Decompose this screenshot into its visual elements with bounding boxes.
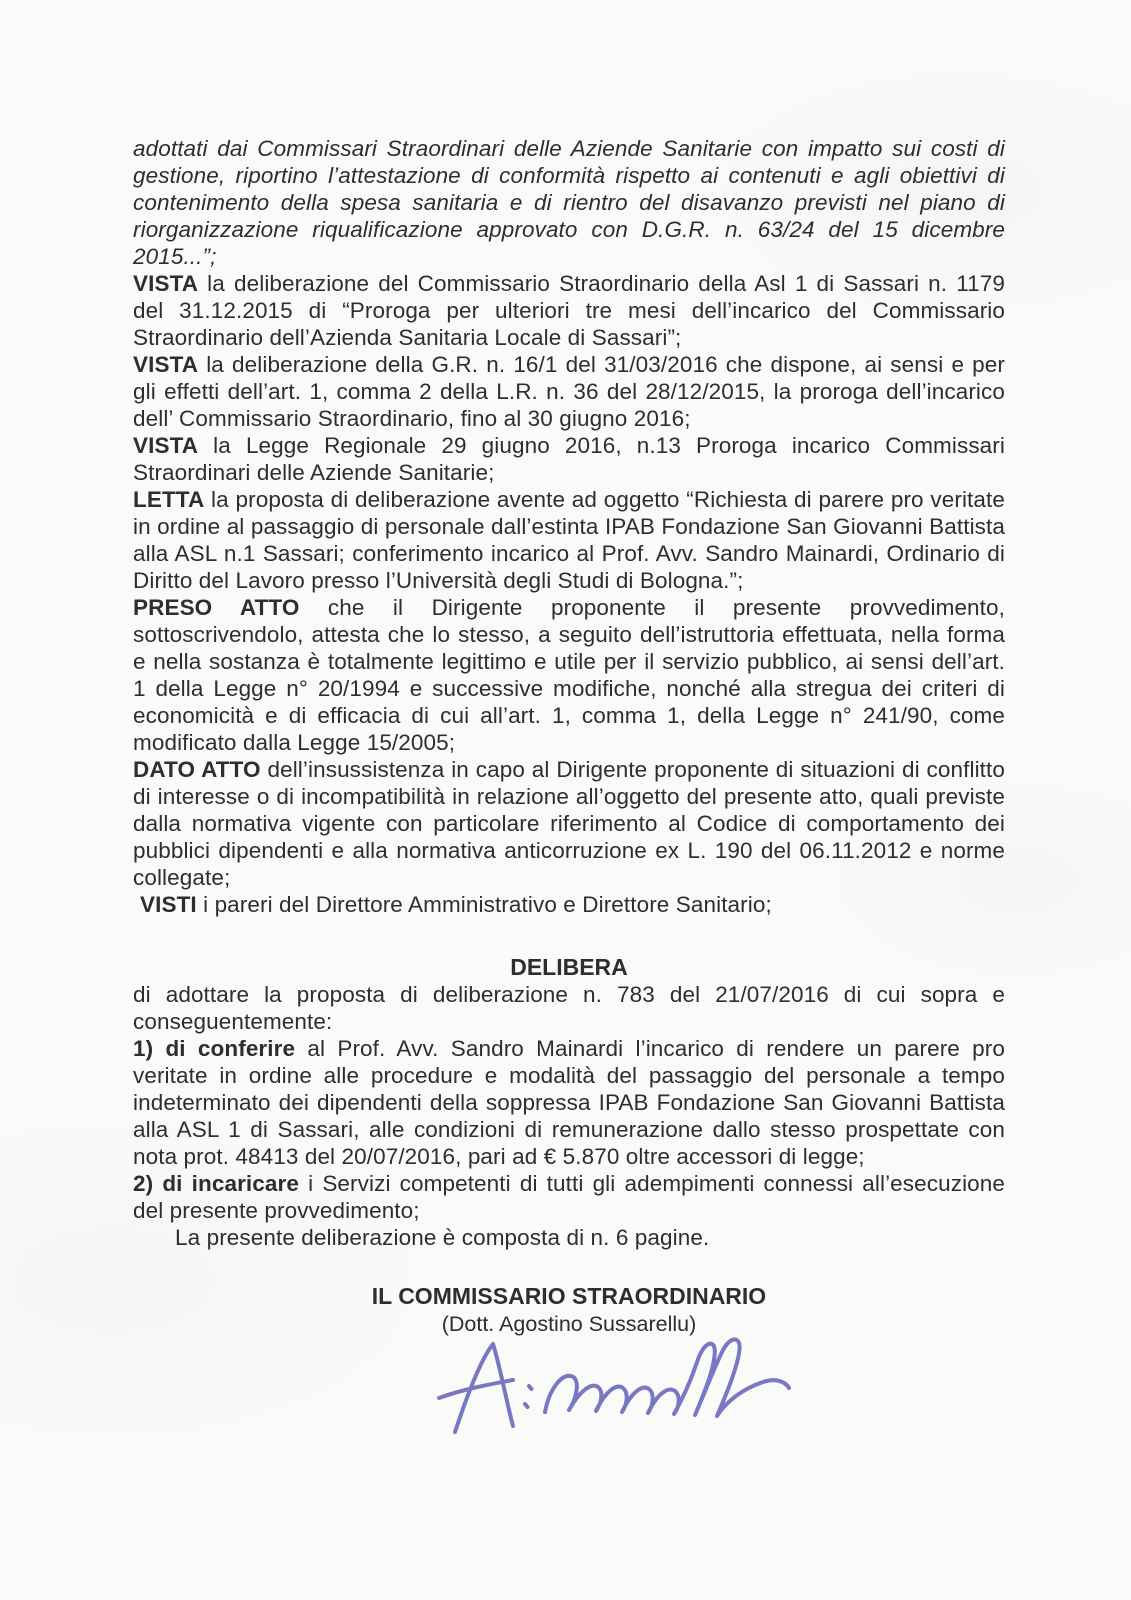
- paragraph-body: i Servizi competenti di tutti gli adempimenti connessi all’esecuzione del presente provvedimento;: [133, 1171, 1006, 1223]
- paragraph-premise: [133, 135, 1005, 270]
- paragraph-body: la deliberazione del Commissario Straordinario della Asl 1 di Sassari n. 1179 del 31.12.2015 di “Proroga per ulteriori tre mesi dell’incarico del Commissario Straordinario dell’Azienda Sanitaria Locale di Sassari”;: [133, 271, 1005, 350]
- paragraph-body: la deliberazione della G.R. n. 16/1 del 31/03/2016 che dispone, ai sensi e per gli effetti dell’art. 1, comma 2 della L.R. n. 36 del 28/12/2015, la proroga dell’incarico dell’ Commissario Straordinario, fino al 30 giugno 2016;: [133, 352, 1005, 431]
- paragraph-lead: VISTA: [133, 271, 199, 296]
- paragraph-body: che il Dirigente proponente il presente provvedimento, sottoscrivendolo, attesta che lo stesso, a seguito dell’istruttoria effettuata, nella forma e nella sostanza è totalmente legittimo e utile per il servizio pubblico, ai sensi dell’art. 1 della Legge n° 20/1994 e successive modifiche, nonché alla stregua dei criteri di economicità e di efficacia di cui all’art. 1, comma 1, della Legge n° 241/90, come modificato dalla Legge 15/2005;: [133, 595, 1005, 755]
- signature-block: [133, 1281, 1005, 1451]
- paragraph-body: di adottare la proposta di deliberazione n. 783 del 21/07/2016 di cui sopra e conseguentemente:: [133, 982, 1005, 1034]
- paragraph-visti: [133, 891, 1005, 918]
- delibera-heading: DELIBERA: [510, 954, 628, 980]
- signatory-role: IL COMMISSARIO STRAORDINARIO: [371, 1283, 767, 1309]
- paragraph-body: al Prof. Avv. Sandro Mainardi l’incarico di rendere un parere pro veritate in ordine alle procedure e modalità del passaggio del personale a tempo indeterminato dei dipendenti della soppressa IPAB Fondazione San Giovanni Battista alla ASL 1 di Sassari, alle condizioni di remunerazione dallo stesso prospettate con nota prot. 48413 del 20/07/2016, pari ad € 5.870 oltre accessori di legge;: [133, 1036, 1005, 1169]
- signatory-name: (Dott. Agostino Sussarellu): [441, 1312, 697, 1336]
- paragraph-lead: DATO ATTO: [133, 757, 261, 782]
- paragraph-incaricare: [133, 1170, 1005, 1224]
- paragraph-body: dell’insussistenza in capo al Dirigente proponente di situazioni di conflitto di interesse o di incompatibilità in relazione all’oggetto del presente atto, quali previste dalla normativa vigente con particolare riferimento al Codice di comportamento dei pubblici dipendenti e alla normativa anticorruzione ex L. 190 del 06.11.2012 e norme collegate;: [133, 757, 1005, 890]
- paragraph-lead: PRESO ATTO: [133, 595, 300, 620]
- paragraph-adottare: [133, 981, 1005, 1035]
- paragraph-lead: VISTA: [133, 433, 199, 458]
- paragraph-pagine: [133, 1224, 1005, 1251]
- paragraph-lead: LETTA: [133, 487, 205, 512]
- paragraph-preso-atto: [133, 594, 1005, 756]
- paragraph-lead: VISTI: [140, 892, 197, 917]
- paragraph-vista-gr: [133, 351, 1005, 432]
- paragraph-vista-lr: [133, 432, 1005, 486]
- paragraph-body: La presente deliberazione è composta di n. 6 pagine.: [175, 1225, 710, 1250]
- paragraph-dato-atto: [133, 756, 1005, 891]
- paragraph-vista-1179: [133, 270, 1005, 351]
- paragraph-lead: 1) di conferire: [133, 1036, 296, 1061]
- premise-text: adottati dai Commissari Straordinari delle Aziende Sanitarie con impatto sui costi di gestione, riportino l’attestazione di conformità rispetto ai contenuti e agli obiettivi di contenimento della spesa sanitaria e di rientro del disavanzo previsti nel piano di riorganizzazione riqualificazione approvato con D.G.R. n. 63/24 del 15 dicembre 2015...”;: [133, 136, 1005, 269]
- paragraph-lead: VISTA: [133, 352, 199, 377]
- paragraph-letta: [133, 486, 1005, 594]
- document-body: [133, 135, 1005, 1451]
- handwritten-signature: [433, 1328, 793, 1446]
- paragraph-body: la proposta di deliberazione avente ad oggetto “Richiesta di parere pro veritate in ordine al passaggio di personale dall’estinta IPAB Fondazione San Giovanni Battista alla ASL n.1 Sassari; conferimento incarico al Prof. Avv. Sandro Mainardi, Ordinario di Diritto del Lavoro presso l’Università degli Studi di Bologna.”;: [133, 487, 1005, 593]
- paragraph-body: i pareri del Direttore Amministrativo e Direttore Sanitario;: [196, 892, 772, 917]
- paragraph-conferire: [133, 1035, 1005, 1170]
- paragraph-lead: 2) di incaricare: [133, 1171, 299, 1196]
- paragraph-body: la Legge Regionale 29 giugno 2016, n.13 Proroga incarico Commissari Straordinari delle Aziende Sanitarie;: [133, 433, 1005, 485]
